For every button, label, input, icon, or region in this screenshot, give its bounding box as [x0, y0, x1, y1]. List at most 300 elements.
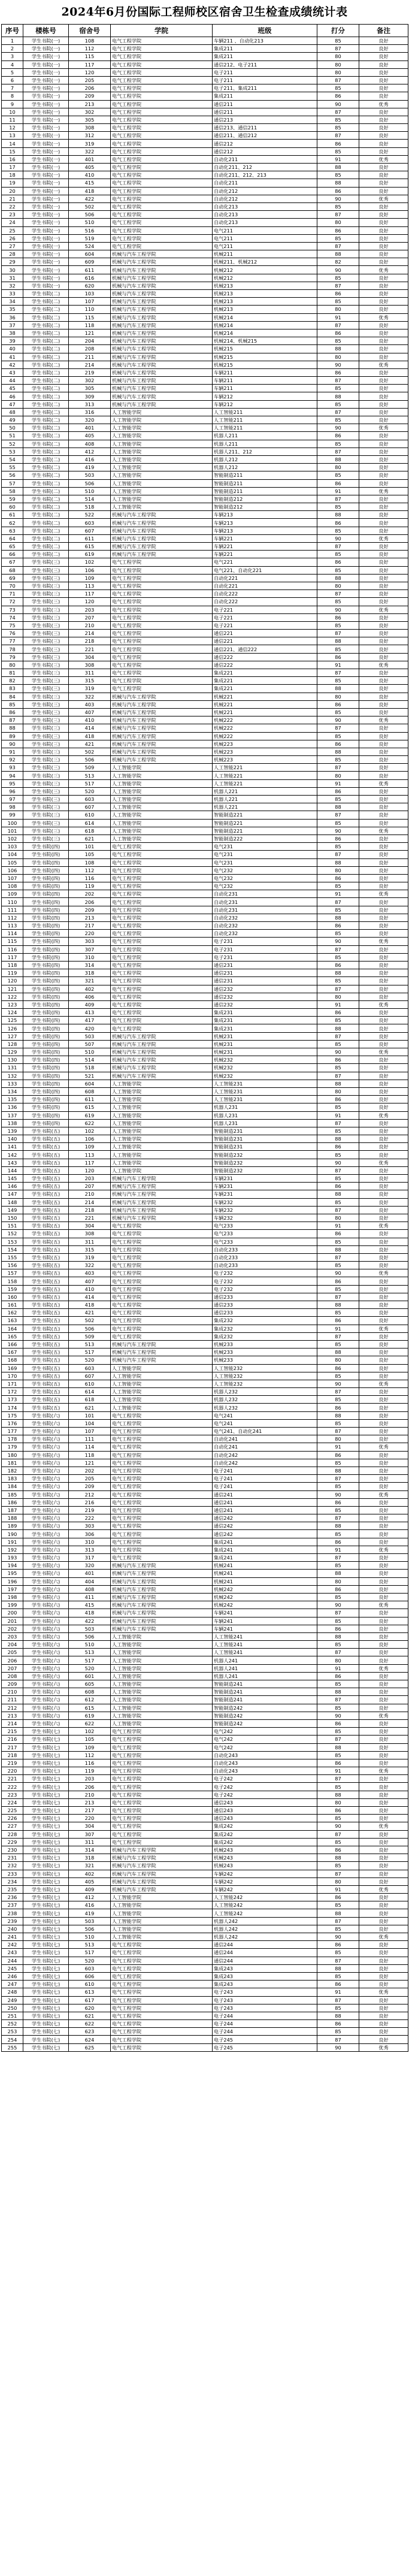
cell-remark: 优秀 — [359, 266, 408, 274]
table-row — [2, 250, 408, 258]
cell-index: 120 — [2, 977, 23, 985]
cell-score: 87 — [317, 1475, 359, 1483]
cell-room: 608 — [69, 1087, 111, 1095]
cell-index: 114 — [2, 930, 23, 938]
cell-index: 250 — [2, 2004, 23, 2012]
cell-remark: 良好 — [359, 1838, 408, 1846]
cell-college: 电气工程学院 — [111, 1736, 213, 1743]
cell-score: 85 — [317, 298, 359, 306]
table-row — [2, 1024, 408, 1032]
cell-class: 集成232 — [213, 1317, 317, 1325]
cell-index: 203 — [2, 1632, 23, 1640]
cell-remark: 良好 — [359, 1127, 408, 1135]
cell-room: 113 — [69, 1151, 111, 1159]
cell-index: 2 — [2, 45, 23, 53]
cell-score: 85 — [317, 1459, 359, 1467]
cell-room: 411 — [69, 1593, 111, 1601]
cell-building: 学生书院(四) — [23, 858, 69, 866]
cell-remark: 优秀 — [359, 716, 408, 724]
cell-college: 人工智能学院 — [111, 416, 213, 424]
cell-index: 244 — [2, 1957, 23, 1964]
table-row — [2, 1332, 408, 1340]
cell-remark: 良好 — [359, 1649, 408, 1656]
cell-college: 机械与汽车工程学院 — [111, 337, 213, 345]
cell-index: 17 — [2, 164, 23, 171]
cell-class: 通信232 — [213, 993, 317, 1000]
cell-remark: 良好 — [359, 772, 408, 779]
cell-class: 机械221 — [213, 708, 317, 716]
cell-index: 52 — [2, 440, 23, 448]
cell-room: 303 — [69, 938, 111, 945]
cell-remark: 良好 — [359, 1815, 408, 1822]
cell-index: 15 — [2, 147, 23, 155]
cell-index: 128 — [2, 1040, 23, 1048]
cell-class: 集成241 — [213, 1538, 317, 1546]
table-row — [2, 1704, 408, 1712]
col-header-index: 序号 — [2, 25, 23, 37]
cell-room: 220 — [69, 930, 111, 938]
cell-index: 71 — [2, 590, 23, 598]
cell-remark: 优秀 — [359, 1269, 408, 1277]
cell-remark: 良好 — [359, 1356, 408, 1364]
table-row — [2, 1854, 408, 1862]
cell-class: 人工智能242 — [213, 1909, 317, 1917]
cell-room: 106 — [69, 1135, 111, 1143]
cell-room: 622 — [69, 1719, 111, 1727]
cell-class: 机械213 — [213, 298, 317, 306]
cell-score: 90 — [317, 424, 359, 432]
cell-remark: 良好 — [359, 2004, 408, 2012]
cell-class: 集成211 — [213, 53, 317, 61]
table-row — [2, 803, 408, 811]
table-row — [2, 1838, 408, 1846]
cell-score: 87 — [317, 1957, 359, 1964]
table-row — [2, 527, 408, 534]
cell-class: 机器人242 — [213, 1925, 317, 1933]
cell-index: 59 — [2, 495, 23, 503]
cell-remark: 良好 — [359, 637, 408, 645]
cell-index: 55 — [2, 464, 23, 471]
cell-college: 电气工程学院 — [111, 1798, 213, 1806]
cell-remark: 良好 — [359, 1293, 408, 1301]
cell-remark: 良好 — [359, 1483, 408, 1490]
cell-room: 210 — [69, 1190, 111, 1198]
cell-college: 机械与汽车工程学院 — [111, 1562, 213, 1570]
cell-college: 电气工程学院 — [111, 1238, 213, 1245]
cell-class: 通信243 — [213, 1807, 317, 1815]
cell-remark: 良好 — [359, 1396, 408, 1404]
cell-remark: 良好 — [359, 1364, 408, 1372]
cell-college: 机械与汽车工程学院 — [111, 1175, 213, 1183]
cell-index: 219 — [2, 1759, 23, 1767]
cell-score: 80 — [317, 1356, 359, 1364]
cell-room: 120 — [69, 598, 111, 606]
cell-score: 91 — [317, 1000, 359, 1008]
cell-room: 418 — [69, 1609, 111, 1617]
table-row — [2, 1175, 408, 1183]
cell-building: 学生书院(七) — [23, 1830, 69, 1838]
cell-room: 624 — [69, 2036, 111, 2043]
cell-class: 电子232 — [213, 1285, 317, 1293]
cell-class: 通信244 — [213, 1941, 317, 1949]
cell-remark: 良好 — [359, 226, 408, 234]
cell-class: 机器人221 — [213, 796, 317, 803]
cell-remark: 良好 — [359, 179, 408, 187]
cell-college: 电气工程学院 — [111, 1325, 213, 1332]
table-row — [2, 1870, 408, 1877]
cell-score: 90 — [317, 606, 359, 613]
cell-room: 623 — [69, 2028, 111, 2036]
cell-college: 电气工程学院 — [111, 140, 213, 147]
table-row — [2, 858, 408, 866]
cell-index: 240 — [2, 1925, 23, 1933]
cell-remark: 良好 — [359, 1775, 408, 1783]
cell-college: 机械与汽车工程学院 — [111, 700, 213, 708]
cell-building: 学生书院(七) — [23, 1798, 69, 1806]
cell-college: 电气工程学院 — [111, 92, 213, 100]
cell-score: 91 — [317, 1988, 359, 1996]
cell-class: 通信241 — [213, 1498, 317, 1506]
cell-college: 电气工程学院 — [111, 582, 213, 589]
cell-building: 学生书院(一) — [23, 242, 69, 250]
cell-college: 电气工程学院 — [111, 1285, 213, 1293]
cell-score: 88 — [317, 914, 359, 921]
cell-index: 220 — [2, 1767, 23, 1775]
cell-class: 通信231 — [213, 977, 317, 985]
cell-building: 学生书院(三) — [23, 756, 69, 764]
cell-building: 学生书院(二) — [23, 400, 69, 408]
cell-score: 90 — [317, 100, 359, 108]
cell-index: 50 — [2, 424, 23, 432]
cell-remark: 良好 — [359, 1498, 408, 1506]
cell-index: 37 — [2, 321, 23, 329]
table-row — [2, 1135, 408, 1143]
cell-class: 通信211 — [213, 108, 317, 116]
cell-index: 224 — [2, 1798, 23, 1806]
cell-remark: 良好 — [359, 1175, 408, 1183]
cell-score: 80 — [317, 306, 359, 313]
cell-building: 学生书院(二) — [23, 551, 69, 558]
table-row — [2, 147, 408, 155]
cell-class: 电气211 — [213, 234, 317, 242]
cell-remark: 良好 — [359, 1245, 408, 1253]
table-row — [2, 424, 408, 432]
cell-score: 85 — [317, 2028, 359, 2036]
cell-college: 人工智能学院 — [111, 1080, 213, 1087]
cell-index: 201 — [2, 1617, 23, 1625]
cell-room: 317 — [69, 1554, 111, 1562]
cell-room: 604 — [69, 1080, 111, 1087]
cell-score: 85 — [317, 1175, 359, 1183]
cell-remark: 良好 — [359, 1032, 408, 1040]
cell-score: 85 — [317, 732, 359, 740]
cell-remark: 良好 — [359, 84, 408, 92]
cell-college: 电气工程学院 — [111, 1791, 213, 1798]
cell-remark: 良好 — [359, 1728, 408, 1736]
cell-building: 学生书院(四) — [23, 1119, 69, 1127]
cell-class: 自动化211、212 — [213, 164, 317, 171]
table-row — [2, 551, 408, 558]
cell-class: 自动化212 — [213, 195, 317, 202]
cell-score: 88 — [317, 1688, 359, 1696]
cell-college: 电气工程学院 — [111, 993, 213, 1000]
cell-room: 101 — [69, 843, 111, 851]
cell-remark: 良好 — [359, 448, 408, 455]
table-row — [2, 1198, 408, 1206]
cell-building: 学生书院(一) — [23, 202, 69, 210]
cell-college: 电气工程学院 — [111, 61, 213, 68]
cell-remark: 良好 — [359, 1736, 408, 1743]
cell-room: 412 — [69, 1894, 111, 1901]
cell-class: 机械213 — [213, 306, 317, 313]
cell-score: 90 — [317, 1380, 359, 1387]
cell-building: 学生书院(六) — [23, 1649, 69, 1656]
table-row — [2, 511, 408, 519]
cell-score: 87 — [317, 764, 359, 772]
cell-class: 集成241 — [213, 1554, 317, 1562]
cell-class: 通信221 — [213, 637, 317, 645]
cell-class: 机械212 — [213, 274, 317, 282]
table-row — [2, 724, 408, 732]
cell-room: 219 — [69, 368, 111, 376]
cell-remark: 良好 — [359, 1696, 408, 1704]
cell-building: 学生书院(七) — [23, 1972, 69, 1980]
cell-college: 电气工程学院 — [111, 1807, 213, 1815]
cell-college: 人工智能学院 — [111, 408, 213, 416]
cell-college: 机械与汽车工程学院 — [111, 361, 213, 368]
table-row — [2, 835, 408, 842]
cell-building: 学生书院(一) — [23, 147, 69, 155]
cell-building: 学生书院(二) — [23, 424, 69, 432]
cell-room: 210 — [69, 1791, 111, 1798]
cell-index: 169 — [2, 1364, 23, 1372]
cell-class: 自动化243 — [213, 1751, 317, 1759]
cell-score: 80 — [317, 219, 359, 226]
cell-index: 130 — [2, 1056, 23, 1064]
cell-college: 电气工程学院 — [111, 661, 213, 669]
cell-college: 机械与汽车工程学院 — [111, 1862, 213, 1870]
cell-index: 72 — [2, 598, 23, 606]
cell-class: 机械233 — [213, 1340, 317, 1348]
cell-score: 86 — [317, 1981, 359, 1988]
table-row — [2, 1791, 408, 1798]
cell-college: 机械与汽车工程学院 — [111, 400, 213, 408]
cell-room: 513 — [69, 1941, 111, 1949]
cell-room: 209 — [69, 906, 111, 914]
cell-room: 506 — [69, 479, 111, 487]
cell-class: 智能制造221 — [213, 811, 317, 819]
cell-index: 136 — [2, 1103, 23, 1111]
cell-index: 112 — [2, 914, 23, 921]
cell-room: 401 — [69, 1570, 111, 1577]
cell-room: 319 — [69, 140, 111, 147]
cell-score: 86 — [317, 1672, 359, 1680]
cell-room: 517 — [69, 779, 111, 787]
cell-class: 通信222 — [213, 653, 317, 661]
cell-remark: 良好 — [359, 1514, 408, 1522]
cell-index: 91 — [2, 748, 23, 755]
cell-remark: 良好 — [359, 1625, 408, 1632]
cell-college: 电气工程学院 — [111, 1546, 213, 1553]
cell-class: 电子244 — [213, 2020, 317, 2028]
cell-building: 学生书院(五) — [23, 1388, 69, 1396]
cell-index: 227 — [2, 1822, 23, 1830]
cell-college: 人工智能学院 — [111, 1704, 213, 1712]
cell-remark: 良好 — [359, 653, 408, 661]
table-row — [2, 1017, 408, 1024]
cell-building: 学生书院(三) — [23, 803, 69, 811]
cell-class: 智能制造211 — [213, 471, 317, 479]
cell-class: 机器人212 — [213, 464, 317, 471]
cell-score: 88 — [317, 1411, 359, 1419]
cell-building: 学生书院(一) — [23, 124, 69, 132]
cell-room: 417 — [69, 1017, 111, 1024]
cell-score: 91 — [317, 1443, 359, 1451]
table-row — [2, 1767, 408, 1775]
cell-room: 405 — [69, 432, 111, 440]
cell-remark: 良好 — [359, 1096, 408, 1103]
cell-college: 人工智能学院 — [111, 1096, 213, 1103]
cell-remark: 优秀 — [359, 1885, 408, 1893]
cell-score: 85 — [317, 621, 359, 629]
cell-college: 电气工程学院 — [111, 1459, 213, 1467]
cell-building: 学生书院(一) — [23, 100, 69, 108]
cell-index: 174 — [2, 1404, 23, 1411]
cell-score: 88 — [317, 685, 359, 693]
cell-building: 学生书院(三) — [23, 732, 69, 740]
cell-remark: 良好 — [359, 787, 408, 795]
cell-remark: 良好 — [359, 1056, 408, 1064]
table-row — [2, 700, 408, 708]
cell-college: 电气工程学院 — [111, 637, 213, 645]
cell-room: 203 — [69, 1175, 111, 1183]
cell-building: 学生书院(六) — [23, 1641, 69, 1649]
cell-class: 机械233 — [213, 1349, 317, 1356]
cell-remark: 良好 — [359, 392, 408, 400]
cell-index: 195 — [2, 1570, 23, 1577]
cell-class: 电气221 — [213, 558, 317, 566]
cell-remark: 良好 — [359, 368, 408, 376]
cell-building: 学生书院(一) — [23, 179, 69, 187]
cell-building: 学生书院(七) — [23, 1996, 69, 2004]
cell-building: 学生书院(一) — [23, 164, 69, 171]
table-row — [2, 874, 408, 882]
cell-building: 学生书院(三) — [23, 708, 69, 716]
cell-class: 车辆213 — [213, 519, 317, 527]
cell-building: 学生书院(五) — [23, 1277, 69, 1285]
cell-class: 人工智能211 — [213, 424, 317, 432]
cell-class: 自动化211 — [213, 155, 317, 163]
cell-building: 学生书院(六) — [23, 1483, 69, 1490]
cell-index: 32 — [2, 282, 23, 289]
cell-college: 机械与汽车工程学院 — [111, 1206, 213, 1214]
cell-index: 16 — [2, 155, 23, 163]
cell-index: 254 — [2, 2036, 23, 2043]
cell-room: 118 — [69, 1451, 111, 1459]
cell-building: 学生书院(六) — [23, 1680, 69, 1688]
cell-remark: 良好 — [359, 898, 408, 906]
cell-building: 学生书院(三) — [23, 819, 69, 827]
cell-building: 学生书院(四) — [23, 977, 69, 985]
cell-index: 198 — [2, 1593, 23, 1601]
cell-class: 机械231 — [213, 1048, 317, 1056]
cell-index: 107 — [2, 874, 23, 882]
cell-score: 86 — [317, 1759, 359, 1767]
cell-remark: 良好 — [359, 479, 408, 487]
cell-building: 学生书院(七) — [23, 1964, 69, 1972]
cell-college: 电气工程学院 — [111, 613, 213, 621]
cell-college: 机械与汽车工程学院 — [111, 1846, 213, 1854]
cell-class: 电子243 — [213, 2004, 317, 2012]
table-row — [2, 945, 408, 953]
table-row — [2, 1798, 408, 1806]
cell-remark: 良好 — [359, 1475, 408, 1483]
cell-index: 206 — [2, 1656, 23, 1664]
cell-class: 人工智能221 — [213, 772, 317, 779]
cell-score: 85 — [317, 202, 359, 210]
cell-building: 学生书院(三) — [23, 748, 69, 755]
cell-room: 510 — [69, 1048, 111, 1056]
cell-college: 电气工程学院 — [111, 906, 213, 914]
cell-score: 85 — [317, 1396, 359, 1404]
cell-college: 电气工程学院 — [111, 1964, 213, 1972]
cell-class: 通信212 — [213, 140, 317, 147]
table-row — [2, 84, 408, 92]
table-row — [2, 448, 408, 455]
cell-class: 人工智能211 — [213, 416, 317, 424]
cell-building: 学生书院(七) — [23, 1807, 69, 1815]
cell-remark: 优秀 — [359, 1822, 408, 1830]
cell-building: 学生书院(六) — [23, 1688, 69, 1696]
cell-college: 电气工程学院 — [111, 1490, 213, 1498]
cell-score: 91 — [317, 890, 359, 898]
cell-room: 615 — [69, 1704, 111, 1712]
cell-score: 80 — [317, 1577, 359, 1585]
cell-remark: 优秀 — [359, 313, 408, 321]
cell-score: 87 — [317, 543, 359, 551]
cell-room: 217 — [69, 1807, 111, 1815]
cell-score: 85 — [317, 1972, 359, 1980]
cell-class: 机械231 — [213, 1040, 317, 1048]
cell-room: 402 — [69, 985, 111, 993]
cell-remark: 优秀 — [359, 100, 408, 108]
cell-index: 11 — [2, 116, 23, 123]
cell-remark: 优秀 — [359, 1159, 408, 1166]
cell-index: 159 — [2, 1285, 23, 1293]
cell-college: 电气工程学院 — [111, 1475, 213, 1483]
cell-room: 603 — [69, 796, 111, 803]
table-row — [2, 155, 408, 163]
cell-remark: 良好 — [359, 1593, 408, 1601]
cell-college: 人工智能学院 — [111, 464, 213, 471]
cell-room: 120 — [69, 1166, 111, 1174]
cell-index: 34 — [2, 298, 23, 306]
cell-class: 通信213、通信211 — [213, 124, 317, 132]
cell-room: 118 — [69, 321, 111, 329]
cell-building: 学生书院(六) — [23, 1530, 69, 1538]
cell-score: 88 — [317, 1909, 359, 1917]
cell-building: 学生书院(六) — [23, 1459, 69, 1467]
cell-score: 90 — [317, 195, 359, 202]
cell-remark: 良好 — [359, 440, 408, 448]
cell-room: 114 — [69, 1443, 111, 1451]
table-row — [2, 534, 408, 542]
cell-remark: 良好 — [359, 1862, 408, 1870]
cell-remark: 良好 — [359, 1530, 408, 1538]
cell-index: 98 — [2, 803, 23, 811]
cell-room: 413 — [69, 1009, 111, 1017]
cell-remark: 良好 — [359, 527, 408, 534]
